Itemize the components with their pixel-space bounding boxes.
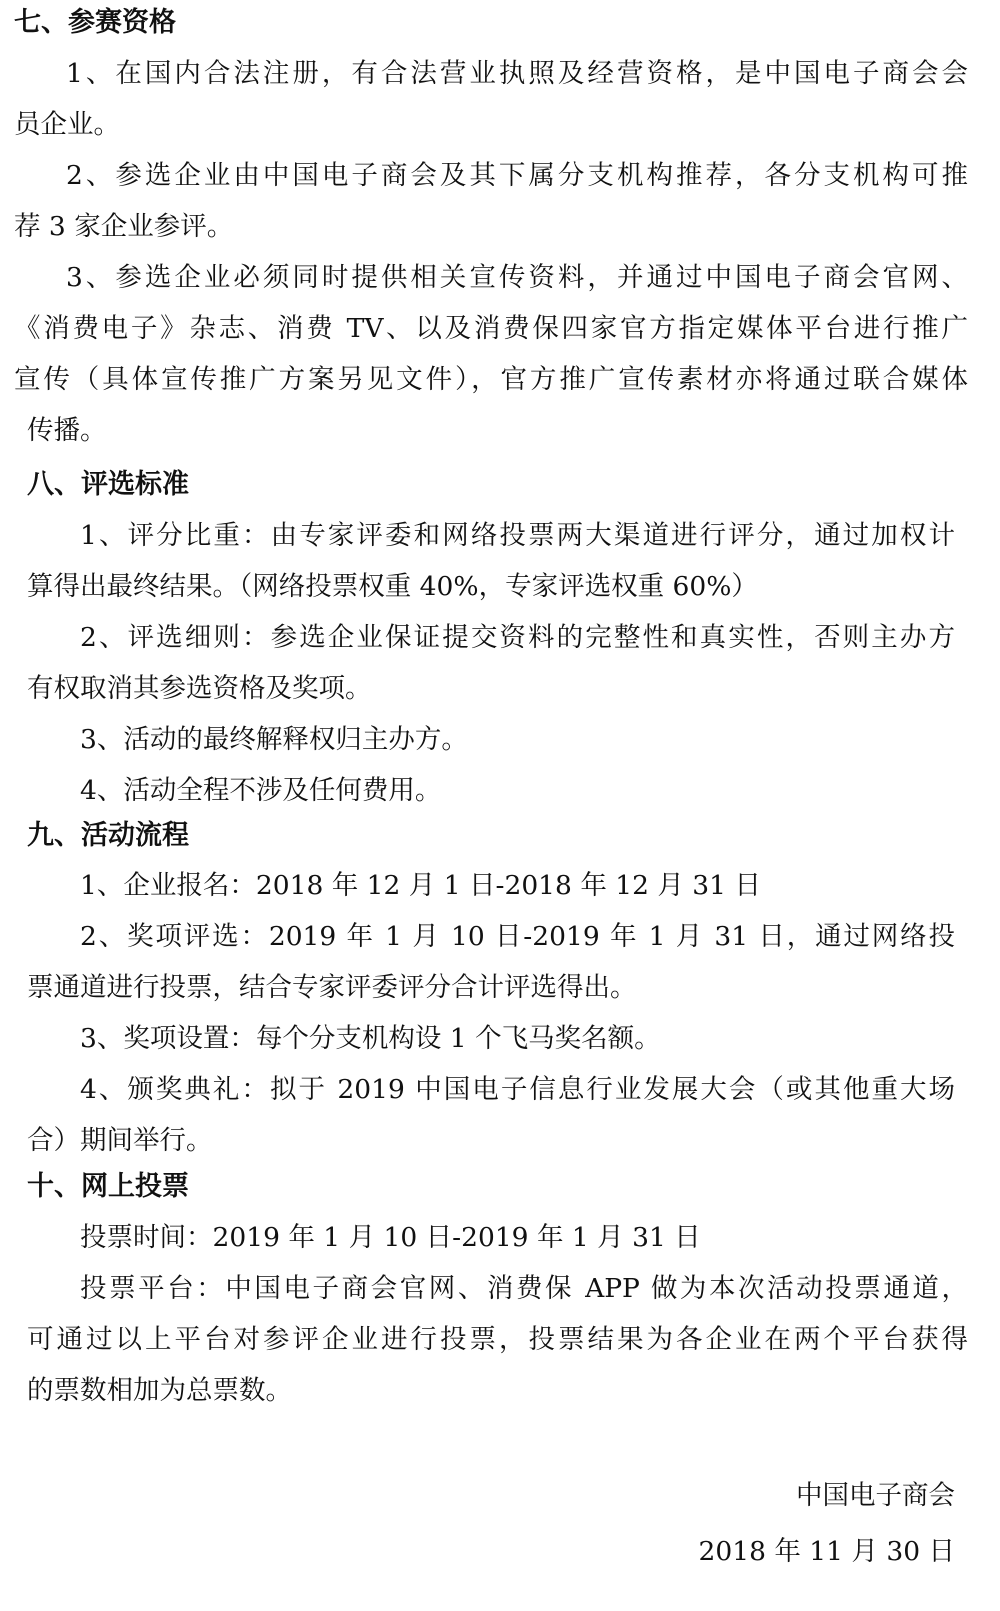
paragraph-line: 的票数相加为总票数。 — [27, 1375, 292, 1406]
paragraph-line: 宣传（具体宣传推广方案另见文件），官方推广宣传素材亦将通过联合媒体 — [14, 364, 968, 395]
paragraph-line: 1、在国内合法注册，有合法营业执照及经营资格，是中国电子商会会 — [66, 58, 968, 89]
paragraph-line: 投票时间：2019 年 1 月 10 日-2019 年 1 月 31 日 — [80, 1222, 701, 1253]
paragraph-line: 荐 3 家企业参评。 — [14, 211, 234, 242]
section-heading-9: 九、活动流程 — [27, 820, 189, 851]
paragraph-line: 3、奖项设置：每个分支机构设 1 个飞马奖名额。 — [80, 1023, 661, 1054]
paragraph-line: 员企业。 — [14, 109, 120, 140]
paragraph-line: 传播。 — [27, 415, 107, 446]
paragraph-line: 3、活动的最终解释权归主办方。 — [80, 724, 468, 755]
paragraph-line: 《消费电子》杂志、消费 TV、以及消费保四家官方指定媒体平台进行推广 — [14, 313, 968, 344]
signature-organization: 中国电子商会 — [796, 1480, 955, 1511]
paragraph-line: 2、奖项评选：2019 年 1 月 10 日-2019 年 1 月 31 日，通过网络投 — [80, 921, 955, 952]
paragraph-line: 1、评分比重：由专家评委和网络投票两大渠道进行评分，通过加权计 — [80, 520, 955, 551]
paragraph-line: 可通过以上平台对参评企业进行投票，投票结果为各企业在两个平台获得 — [27, 1324, 968, 1355]
paragraph-line: 3、参选企业必须同时提供相关宣传资料，并通过中国电子商会官网、 — [66, 262, 968, 293]
paragraph-line: 合）期间举行。 — [27, 1125, 213, 1156]
paragraph-line: 4、颁奖典礼：拟于 2019 中国电子信息行业发展大会（或其他重大场 — [80, 1074, 955, 1105]
section-heading-7: 七、参赛资格 — [14, 7, 176, 38]
paragraph-line: 4、活动全程不涉及任何费用。 — [80, 775, 442, 806]
section-heading-10: 十、网上投票 — [27, 1171, 189, 1202]
paragraph-line: 1、企业报名：2018 年 12 月 1 日-2018 年 12 月 31 日 — [80, 870, 761, 901]
paragraph-line: 2、参选企业由中国电子商会及其下属分支机构推荐，各分支机构可推 — [66, 160, 968, 191]
paragraph-line: 票通道进行投票，结合专家评委评分合计评选得出。 — [27, 972, 637, 1003]
paragraph-line: 有权取消其参选资格及奖项。 — [27, 673, 372, 704]
paragraph-line: 2、评选细则：参选企业保证提交资料的完整性和真实性，否则主办方 — [80, 622, 955, 653]
paragraph-line: 算得出最终结果。（网络投票权重 40%，专家评选权重 60%） — [27, 571, 758, 602]
signature-date: 2018 年 11 月 30 日 — [698, 1536, 955, 1567]
paragraph-line: 投票平台：中国电子商会官网、消费保 APP 做为本次活动投票通道， — [80, 1273, 968, 1304]
section-heading-8: 八、评选标准 — [27, 469, 189, 500]
